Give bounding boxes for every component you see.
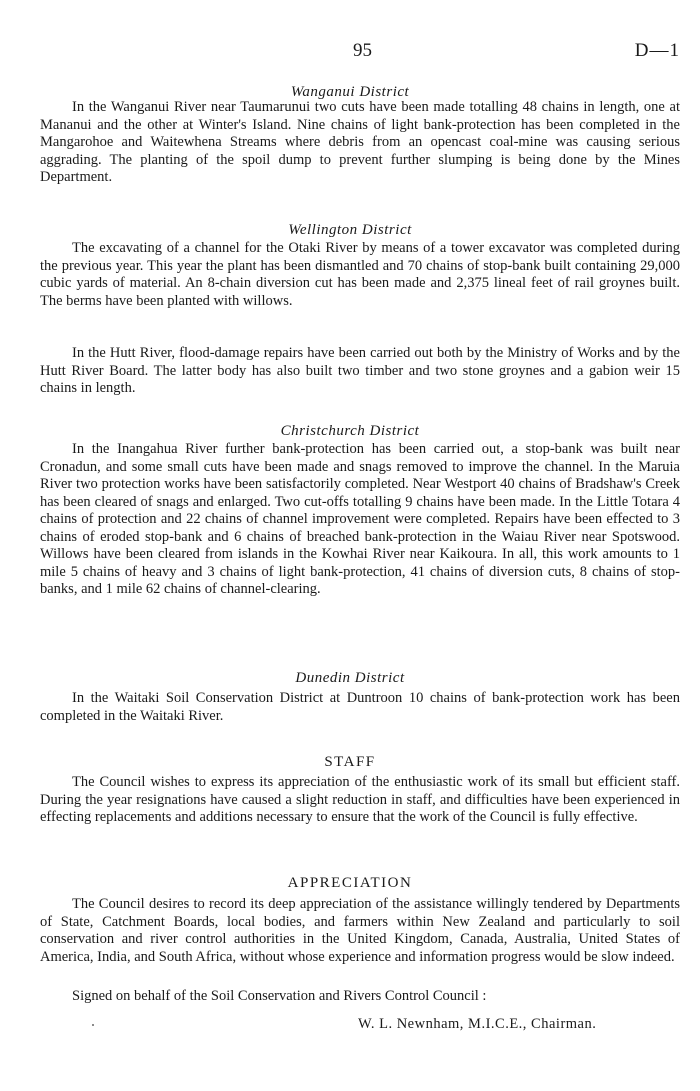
page-number: 95: [353, 40, 372, 61]
ink-speck: [92, 1024, 94, 1026]
signed-line: Signed on behalf of the Soil Conservation and Rivers Control Council :: [72, 988, 487, 1004]
page-header: [0, 40, 700, 66]
paragraph-staff: The Council wishes to express its appreciation of the enthusiastic work of its small but efficient staff. During the year resignations have caused a slight reduction in staff, and difficulties have been experienced in effecting replacements and additions necessary to ensure that the work of the Council is fully effective.: [40, 774, 680, 825]
paragraph-wellington-1: The excavating of a channel for the Otaki River by means of a tower excavator was completed during the previous year. This year the plant has been dismantled and 70 chains of stop-bank built containing 29,000 cubic yards of material. An 8-chain diversion cut has been made and 2,375 lineal feet of rail groynes built. The berms have been planted with willows.: [40, 240, 680, 309]
section-heading-christchurch: Christchurch District: [280, 423, 420, 439]
section-heading-dunedin: Dunedin District: [295, 670, 405, 686]
signature-line: W. L. Newnham, M.I.C.E., Chairman.: [358, 1016, 597, 1032]
section-heading-wanganui: Wanganui District: [290, 84, 410, 100]
section-heading-wellington: Wellington District: [288, 222, 412, 238]
section-heading-staff: STAFF: [324, 754, 376, 770]
section-heading-appreciation: APPRECIATION: [287, 875, 413, 891]
paragraph-wanganui: In the Wanganui River near Taumarunui two cuts have been made totalling 48 chains in length, one at Mananui and the other at Winter's Island. Nine chains of light bank-protection has been completed in the Mangarohoe and Waitewhena Streams where debris from an opencast coal-mine was causing serious aggrading. The planting of the spoil dump to prevent further slumping is being done by the Mines Department.: [40, 99, 680, 185]
paragraph-christchurch: In the Inangahua River further bank-protection has been carried out, a stop-bank was built near Cronadun, and some small cuts have been made and snags removed to improve the channel. In the Maruia River two protection works have been satisfactorily completed. Near Westport 40 chains of Bradshaw's Creek has been cleared of snags and enlarged. Two cut-offs totalling 9 chains have been made. In the Little Totara 4 chains of protection and 22 chains of channel improvement were completed. Repairs have been effected to 3 chains of eroded stop-bank and 6 chains of breached bank-protection in the Waiau River near Spotswood. Willows have been cleared from islands in the Kowhai River near Kaikoura. In all, this work amounts to 1 mile 5 chains of heavy and 3 chains of light bank-protection, 41 chains of diversion cuts, 8 chains of stop-banks, and 1 mile 62 chains of channel-clearing.: [40, 441, 680, 597]
paragraph-appreciation: The Council desires to record its deep appreciation of the assistance willingly tendered by Departments of State, Catchment Boards, local bodies, and farmers within New Zealand and particularly to soil conservation and river control authorities in the United Kingdom, Canada, Australia, United States of America, India, and South Africa, without whose experience and information progress would be slow indeed.: [40, 896, 680, 965]
paragraph-dunedin: In the Waitaki Soil Conservation District at Duntroon 10 chains of bank-protection work has been completed in the Waitaki River.: [40, 690, 680, 724]
paragraph-wellington-2: In the Hutt River, flood-damage repairs have been carried out both by the Ministry of Works and by the Hutt River Board. The latter body has also built two timber and two stone groynes and a gabion weir 15 chains in length.: [40, 345, 680, 396]
document-reference: D—1: [634, 40, 680, 61]
